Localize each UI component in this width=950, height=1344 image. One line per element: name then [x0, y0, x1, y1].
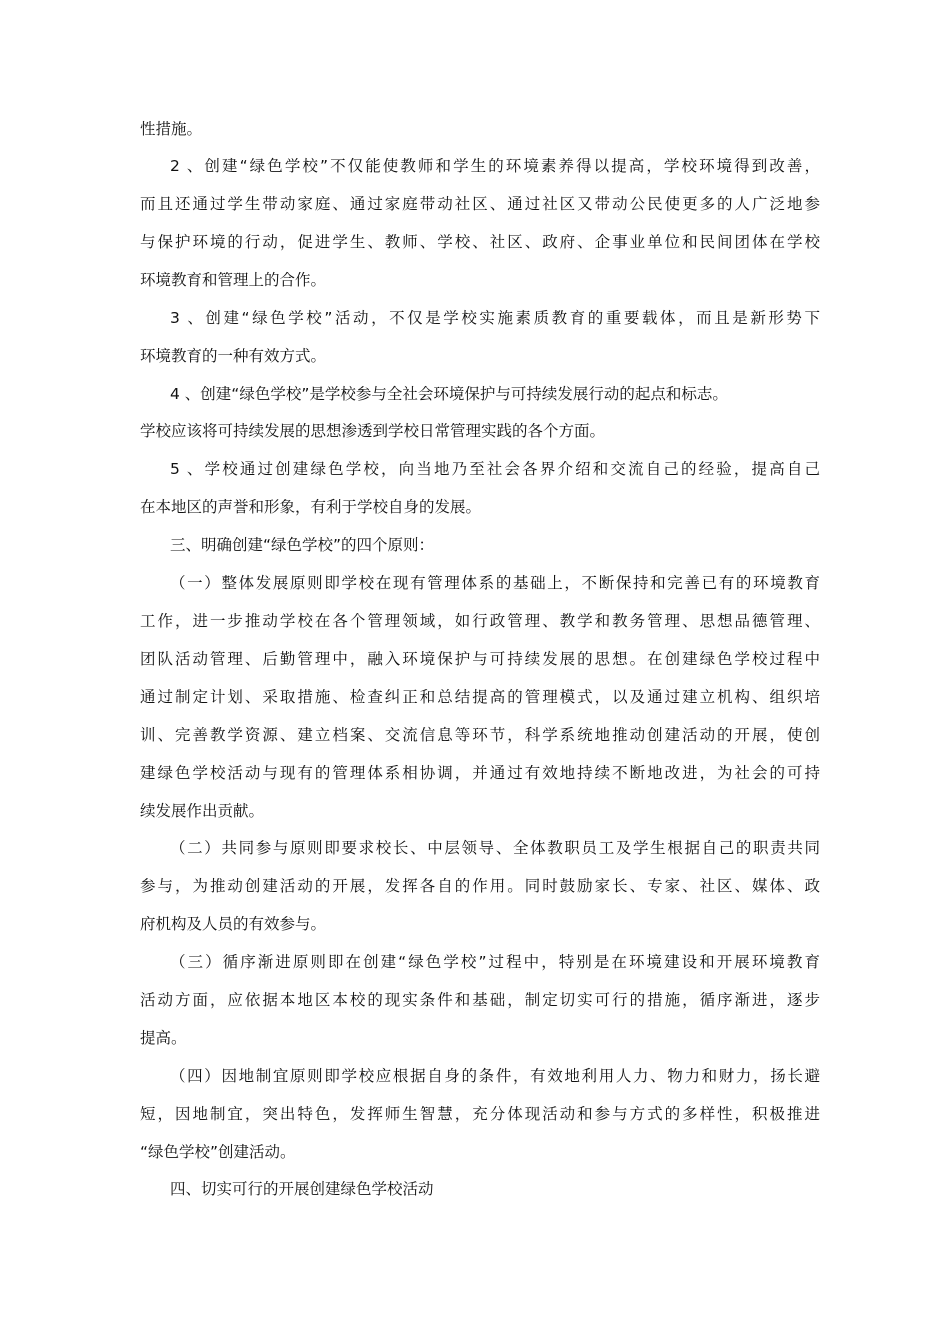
text-line: 短，因地制宜，突出特色，发挥师生智慧，充分体现活动和参与方式的多样性，积极推进 [140, 1105, 820, 1123]
text-line: 2 、创建“绿色学校”不仅能使教师和学生的环境素养得以提高，学校环境得到改善， [170, 157, 820, 175]
text-line: 训、完善教学资源、建立档案、交流信息等环节，科学系统地推动创建活动的开展，使创 [140, 726, 820, 744]
section-heading: 四、切实可行的开展创建绿色学校活动 [170, 1180, 434, 1198]
text-line: （二）共同参与原则即要求校长、中层领导、全体教职员工及学生根据自己的职责共同 [170, 839, 820, 857]
text-line: 环境教育和管理上的合作。 [140, 271, 327, 289]
text-line: （四）因地制宜原则即学校应根据自身的条件，有效地利用人力、物力和财力，扬长避 [170, 1067, 820, 1085]
text-line: 参与，为推动创建活动的开展，发挥各自的作用。同时鼓励家长、专家、社区、媒体、政 [140, 877, 820, 895]
text-line: 提高。 [140, 1029, 187, 1047]
text-line: 在本地区的声誉和形象，有利于学校自身的发展。 [140, 498, 482, 516]
text-line: 而且还通过学生带动家庭、通过家庭带动社区、通过社区又带动公民使更多的人广泛地参 [140, 195, 820, 213]
text-line: 团队活动管理、后勤管理中，融入环境保护与可持续发展的思想。在创建绿色学校过程中 [140, 650, 820, 668]
text-line: 建绿色学校活动与现有的管理体系相协调，并通过有效地持续不断地改进，为社会的可持 [140, 764, 820, 782]
text-line: 续发展作出贡献。 [140, 802, 265, 820]
text-line: 府机构及人员的有效参与。 [140, 915, 327, 933]
text-line: 性措施。 [140, 120, 203, 138]
text-line: （三）循序渐进原则即在创建“绿色学校”过程中，特别是在环境建设和开展环境教育 [170, 953, 820, 971]
text-line: （一）整体发展原则即学校在现有管理体系的基础上，不断保持和完善已有的环境教育 [170, 574, 820, 592]
text-line: 活动方面，应依据本地区本校的现实条件和基础，制定切实可行的措施，循序渐进，逐步 [140, 991, 820, 1009]
text-line: 4 、创建“绿色学校”是学校参与全社会环境保护与可持续发展行动的起点和标志。 [170, 385, 728, 403]
text-line: 通过制定计划、采取措施、检查纠正和总结提高的管理模式，以及通过建立机构、组织培 [140, 688, 820, 706]
text-line: 工作，进一步推动学校在各个管理领域，如行政管理、教学和教务管理、思想品德管理、 [140, 612, 820, 630]
text-line: 学校应该将可持续发展的思想渗透到学校日常管理实践的各个方面。 [140, 422, 606, 440]
section-heading: 三、明确创建“绿色学校”的四个原则： [170, 536, 435, 554]
text-line: 5 、学校通过创建绿色学校，向当地乃至社会各界介绍和交流自己的经验，提高自己 [170, 460, 820, 478]
text-line: “绿色学校”创建活动。 [140, 1143, 296, 1161]
text-line: 3 、创建“绿色学校”活动，不仅是学校实施素质教育的重要载体，而且是新形势下 [170, 309, 820, 327]
text-line: 与保护环境的行动，促进学生、教师、学校、社区、政府、企事业单位和民间团体在学校 [140, 233, 820, 251]
text-line: 环境教育的一种有效方式。 [140, 347, 327, 365]
